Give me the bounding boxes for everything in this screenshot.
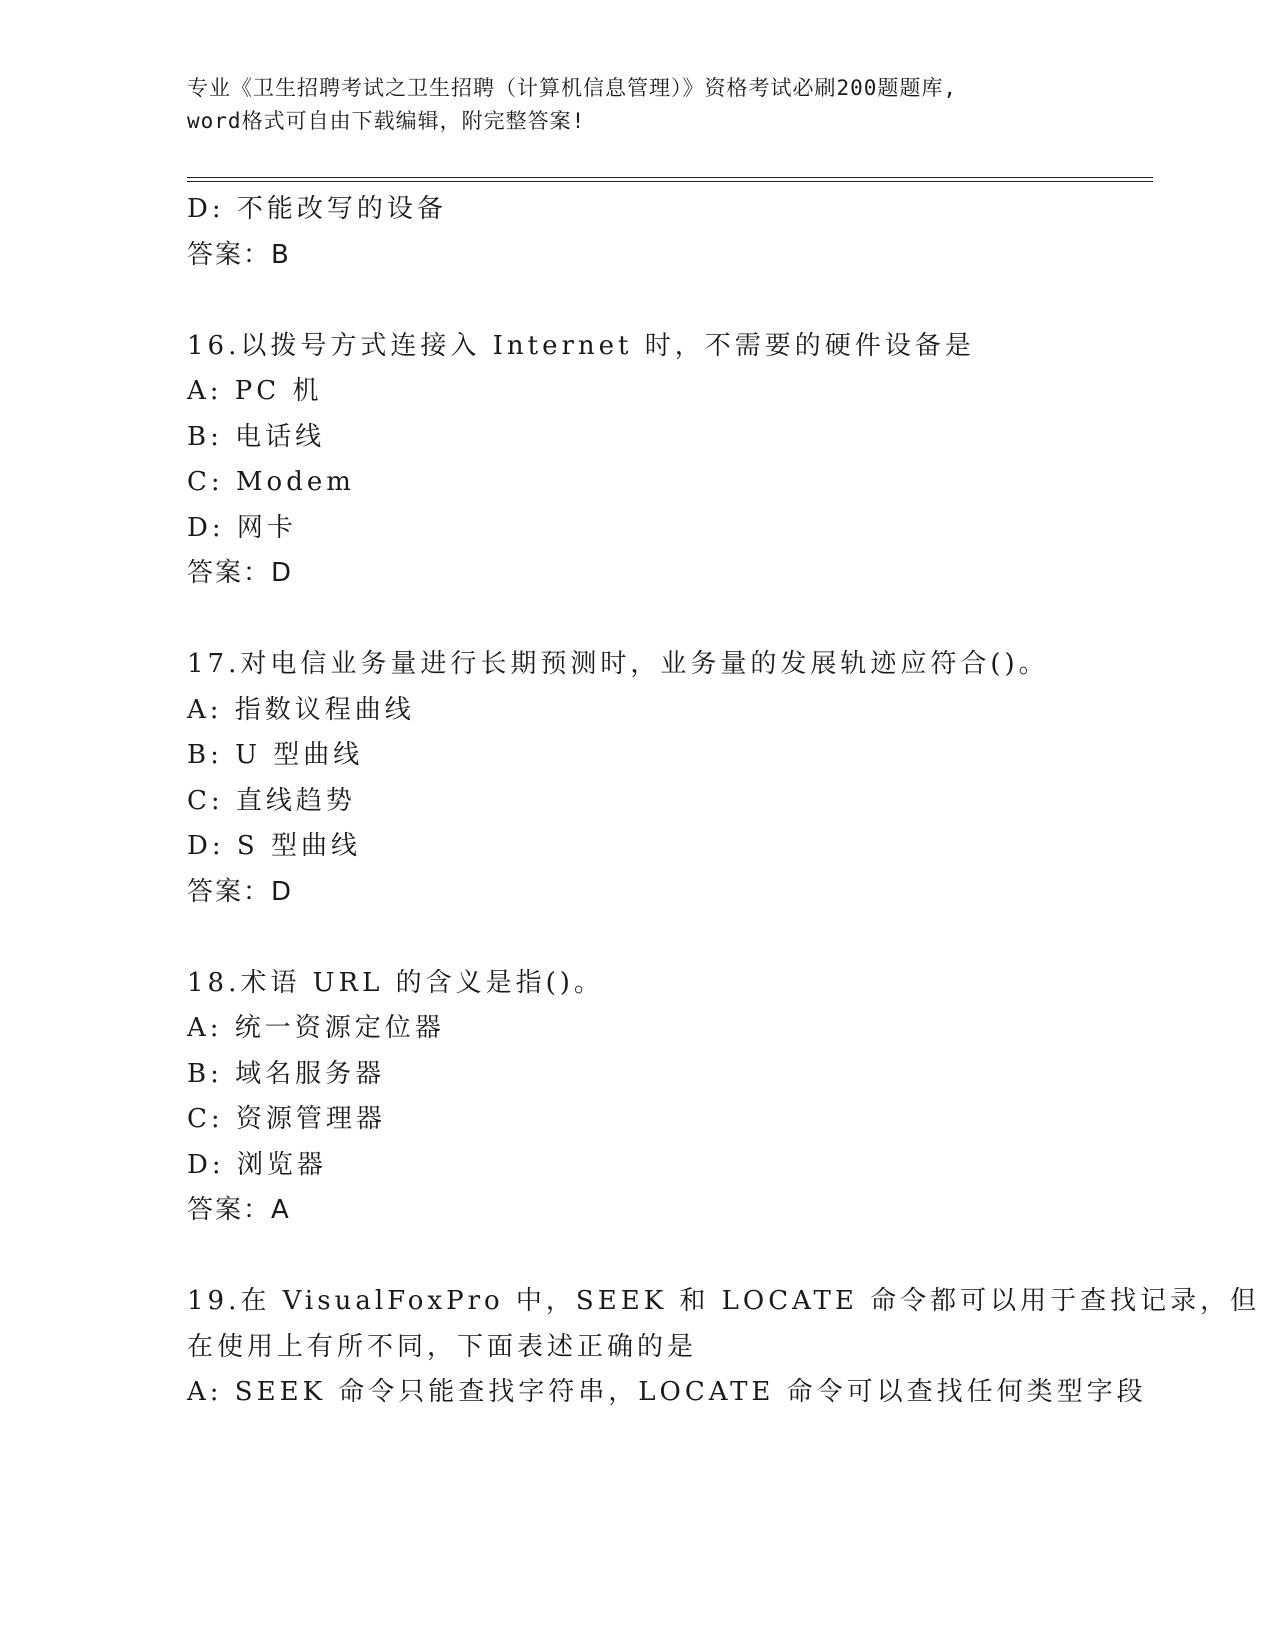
question-18 [187,961,1147,1234]
option-d: D: 不能改写的设备 [187,194,447,224]
question-stem-line-2: 在使用上有所不同，下面表述正确的是 [187,1331,698,1362]
header-line-1: 专业《卫生招聘考试之卫生招聘（计算机信息管理）》资格考试必刷200题题库, [187,76,958,100]
question-16 [187,324,1147,597]
option-b: B: 域名服务器 [187,1058,386,1089]
spacer [187,278,1147,324]
header-line-2: word格式可自由下载编辑，附完整答案! [187,109,586,133]
question-list [187,187,1261,1416]
question-stem: 18.术语 URL 的含义是指()。 [187,967,604,998]
option-b: B: 电话线 [187,421,326,452]
question-19 [187,1279,1261,1416]
spacer [187,597,1147,643]
option-a: A: 统一资源定位器 [187,1013,445,1043]
option-c: C: 直线趋势 [187,785,356,816]
option-d: D: 网卡 [187,512,297,543]
answer: 答案：D [187,876,294,907]
header-divider-bottom [187,181,1153,182]
spacer [187,1234,1147,1280]
option-b: B: U 型曲线 [187,740,364,770]
option-d: D: 浏览器 [187,1149,327,1180]
option-d: D: S 型曲线 [187,831,361,861]
question-stem-line-1: 19.在 VisualFoxPro 中，SEEK 和 LOCATE 命令都可以用于查找记录，但 [187,1286,1261,1316]
question-stem: 17.对电信业务量进行长期预测时，业务量的发展轨迹应符合()。 [187,649,1049,679]
question-17 [187,642,1147,915]
spacer [187,915,1147,961]
answer: 答案：B [187,239,291,270]
question-15-tail [187,187,1147,278]
page-header [187,72,1087,138]
option-c: C: Modem [187,467,355,497]
option-a: A: SEEK 命令只能查找字符串，LOCATE 命令可以查找任何类型字段 [187,1377,1147,1407]
header-divider-top [187,177,1153,178]
answer: 答案：D [187,558,294,588]
option-c: C: 资源管理器 [187,1104,386,1134]
option-a: A: PC 机 [187,376,323,406]
question-stem: 16.以拨号方式连接入 Internet 时，不需要的硬件设备是 [187,330,975,361]
option-a: A: 指数议程曲线 [187,694,415,725]
answer: 答案：A [187,1195,291,1225]
